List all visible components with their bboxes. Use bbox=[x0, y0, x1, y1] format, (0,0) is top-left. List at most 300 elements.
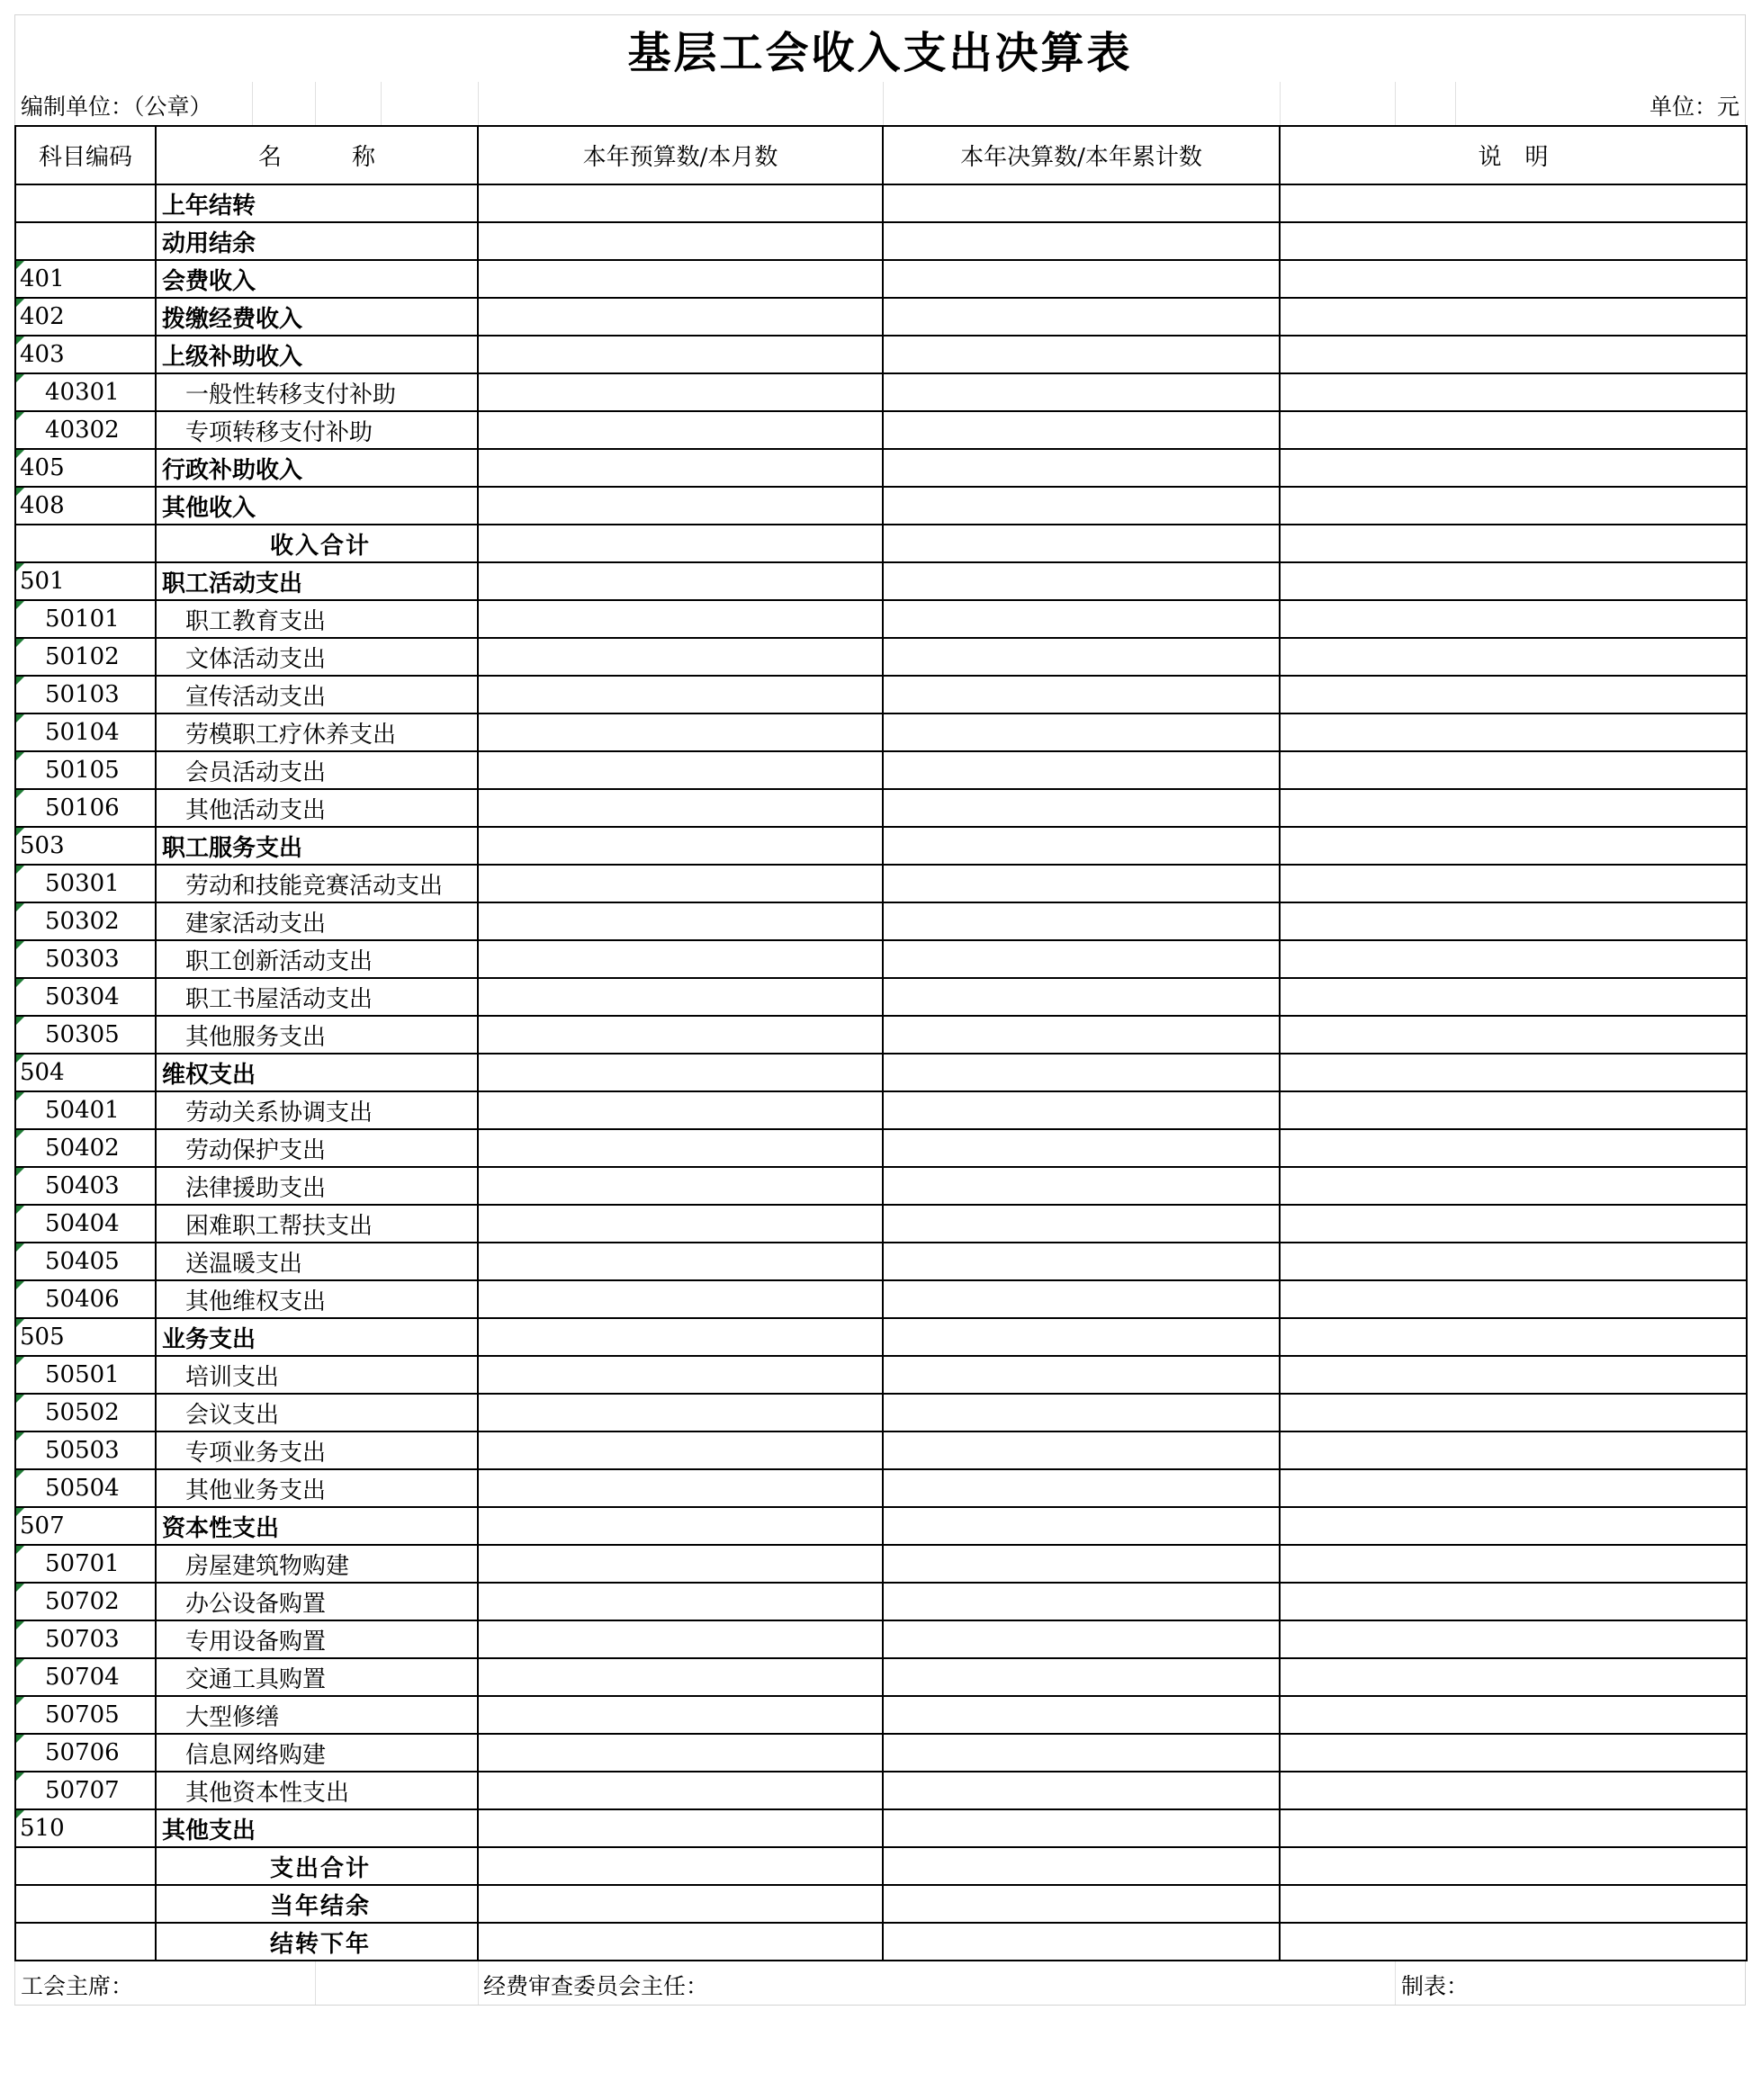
account-code-cell[interactable] bbox=[15, 1394, 156, 1431]
budget-value-cell[interactable] bbox=[478, 1394, 883, 1431]
notes-cell[interactable] bbox=[1280, 902, 1747, 940]
account-code: 50304 bbox=[45, 983, 120, 1010]
text-number-indicator-icon bbox=[16, 563, 24, 571]
account-name-cell[interactable]: 其他资本性支出 bbox=[156, 1772, 478, 1809]
account-code: 50405 bbox=[45, 1248, 120, 1275]
actual-value-cell[interactable] bbox=[883, 789, 1280, 827]
account-code-cell[interactable] bbox=[15, 1205, 156, 1243]
table-row bbox=[15, 1885, 1747, 1923]
budget-value-cell[interactable] bbox=[478, 638, 883, 676]
budget-value-cell[interactable] bbox=[478, 1885, 883, 1923]
account-code: 50101 bbox=[45, 606, 120, 633]
account-name-cell[interactable]: 法律援助支出 bbox=[156, 1167, 478, 1205]
account-code-cell[interactable] bbox=[15, 222, 156, 260]
budget-value-cell[interactable] bbox=[478, 827, 883, 865]
account-code-cell[interactable] bbox=[15, 638, 156, 676]
account-code-cell[interactable] bbox=[15, 449, 156, 487]
account-name-cell[interactable]: 劳动和技能竞赛活动支出 bbox=[156, 865, 478, 902]
budget-value-cell[interactable] bbox=[478, 789, 883, 827]
notes-cell[interactable] bbox=[1280, 1507, 1747, 1545]
budget-value-cell[interactable] bbox=[478, 1243, 883, 1280]
actual-value-cell[interactable] bbox=[883, 1847, 1280, 1885]
text-number-indicator-icon bbox=[16, 677, 24, 685]
chairman-signature-label: 工会主席： bbox=[21, 1973, 134, 1999]
account-code-cell[interactable] bbox=[15, 865, 156, 902]
account-code-cell[interactable] bbox=[15, 336, 156, 373]
account-name-cell[interactable]: 会员活动支出 bbox=[156, 751, 478, 789]
account-name-cell[interactable]: 支出合计 bbox=[156, 1847, 478, 1885]
actual-value-cell[interactable] bbox=[883, 1696, 1280, 1734]
notes-cell[interactable] bbox=[1280, 298, 1747, 336]
text-number-indicator-icon bbox=[16, 1395, 24, 1403]
notes-cell[interactable] bbox=[1280, 1205, 1747, 1243]
account-name-cell[interactable]: 行政补助收入 bbox=[156, 449, 478, 487]
notes-cell[interactable] bbox=[1280, 1431, 1747, 1469]
notes-cell[interactable] bbox=[1280, 487, 1747, 525]
account-name-cell[interactable]: 职工书屋活动支出 bbox=[156, 978, 478, 1016]
actual-value-cell[interactable] bbox=[883, 865, 1280, 902]
text-number-indicator-icon bbox=[16, 1319, 24, 1327]
notes-cell[interactable] bbox=[1280, 1129, 1747, 1167]
actual-value-cell[interactable] bbox=[883, 1923, 1280, 1961]
table-row bbox=[15, 1809, 1747, 1847]
table-row bbox=[15, 940, 1747, 978]
budget-value-cell[interactable] bbox=[478, 1205, 883, 1243]
notes-cell[interactable] bbox=[1280, 638, 1747, 676]
account-name-cell[interactable]: 职工服务支出 bbox=[156, 827, 478, 865]
account-code: 501 bbox=[20, 568, 65, 595]
account-code-cell[interactable] bbox=[15, 827, 156, 865]
actual-value-cell[interactable] bbox=[883, 1205, 1280, 1243]
notes-cell[interactable] bbox=[1280, 865, 1747, 902]
account-code-cell[interactable] bbox=[15, 1696, 156, 1734]
table-row bbox=[15, 1129, 1747, 1167]
budget-value-cell[interactable] bbox=[478, 1280, 883, 1318]
notes-cell[interactable] bbox=[1280, 373, 1747, 411]
report-title: 基层工会收入支出决算表 bbox=[627, 27, 1133, 78]
account-name-cell[interactable]: 专项业务支出 bbox=[156, 1431, 478, 1469]
table-row bbox=[15, 1243, 1747, 1280]
budget-value-cell[interactable] bbox=[478, 562, 883, 600]
account-code-cell[interactable] bbox=[15, 1318, 156, 1356]
table-row bbox=[15, 1469, 1747, 1507]
notes-cell[interactable] bbox=[1280, 562, 1747, 600]
table-row bbox=[15, 449, 1747, 487]
text-number-indicator-icon bbox=[16, 412, 24, 420]
account-code-cell[interactable] bbox=[15, 298, 156, 336]
notes-cell[interactable] bbox=[1280, 336, 1747, 373]
account-code-cell[interactable] bbox=[15, 1809, 156, 1847]
col-header-code: 科目编码 bbox=[15, 126, 156, 184]
account-name-cell[interactable]: 结转下年 bbox=[156, 1923, 478, 1961]
actual-value-cell[interactable] bbox=[883, 1243, 1280, 1280]
budget-value-cell[interactable] bbox=[478, 1054, 883, 1091]
account-name-cell[interactable]: 专项转移支付补助 bbox=[156, 411, 478, 449]
account-code-cell[interactable] bbox=[15, 1091, 156, 1129]
table-row bbox=[15, 1205, 1747, 1243]
account-code-cell[interactable] bbox=[15, 1280, 156, 1318]
account-code: 50105 bbox=[45, 757, 120, 784]
notes-cell[interactable] bbox=[1280, 1016, 1747, 1054]
text-number-indicator-icon bbox=[16, 1584, 24, 1592]
budget-value-cell[interactable] bbox=[478, 449, 883, 487]
account-name-cell[interactable]: 职工创新活动支出 bbox=[156, 940, 478, 978]
account-name-cell[interactable]: 上年结转 bbox=[156, 184, 478, 222]
notes-cell[interactable] bbox=[1280, 1696, 1747, 1734]
budget-value-cell[interactable] bbox=[478, 1734, 883, 1772]
actual-value-cell[interactable] bbox=[883, 336, 1280, 373]
table-row bbox=[15, 1167, 1747, 1205]
actual-value-cell[interactable] bbox=[883, 1016, 1280, 1054]
table-row bbox=[15, 827, 1747, 865]
budget-value-cell[interactable] bbox=[478, 1167, 883, 1205]
table-row bbox=[15, 1734, 1747, 1772]
table-row bbox=[15, 1318, 1747, 1356]
account-code: 50104 bbox=[45, 719, 120, 746]
actual-value-cell[interactable] bbox=[883, 260, 1280, 298]
budget-value-cell[interactable] bbox=[478, 373, 883, 411]
notes-cell[interactable] bbox=[1280, 260, 1747, 298]
account-code-cell[interactable] bbox=[15, 1772, 156, 1809]
account-name-cell[interactable]: 信息网络购建 bbox=[156, 1734, 478, 1772]
account-code-cell[interactable] bbox=[15, 1016, 156, 1054]
budget-value-cell[interactable] bbox=[478, 1431, 883, 1469]
actual-value-cell[interactable] bbox=[883, 1318, 1280, 1356]
account-code-cell[interactable] bbox=[15, 487, 156, 525]
notes-cell[interactable] bbox=[1280, 751, 1747, 789]
account-code-cell[interactable] bbox=[15, 1507, 156, 1545]
budget-value-cell[interactable] bbox=[478, 298, 883, 336]
actual-value-cell[interactable] bbox=[883, 1772, 1280, 1809]
notes-cell[interactable] bbox=[1280, 1091, 1747, 1129]
actual-value-cell[interactable] bbox=[883, 1394, 1280, 1431]
preparer-signature-label: 制表： bbox=[1401, 1973, 1470, 1999]
budget-value-cell[interactable] bbox=[478, 1772, 883, 1809]
notes-cell[interactable] bbox=[1280, 789, 1747, 827]
budget-value-cell[interactable] bbox=[478, 600, 883, 638]
notes-cell[interactable] bbox=[1280, 676, 1747, 713]
actual-value-cell[interactable] bbox=[883, 184, 1280, 222]
actual-value-cell[interactable] bbox=[883, 562, 1280, 600]
account-name-cell[interactable]: 其他维权支出 bbox=[156, 1280, 478, 1318]
table-row bbox=[15, 1772, 1747, 1809]
budget-value-cell[interactable] bbox=[478, 1318, 883, 1356]
actual-value-cell[interactable] bbox=[883, 525, 1280, 562]
notes-cell[interactable] bbox=[1280, 1243, 1747, 1280]
actual-value-cell[interactable] bbox=[883, 411, 1280, 449]
account-code-cell[interactable] bbox=[15, 1167, 156, 1205]
account-code-cell[interactable] bbox=[15, 751, 156, 789]
actual-value-cell[interactable] bbox=[883, 1658, 1280, 1696]
account-name-cell[interactable]: 交通工具购置 bbox=[156, 1658, 478, 1696]
account-code-cell[interactable] bbox=[15, 1923, 156, 1961]
account-code-cell[interactable] bbox=[15, 713, 156, 751]
budget-value-cell[interactable] bbox=[478, 1658, 883, 1696]
text-number-indicator-icon bbox=[16, 1772, 24, 1781]
budget-value-cell[interactable] bbox=[478, 1016, 883, 1054]
actual-value-cell[interactable] bbox=[883, 1469, 1280, 1507]
budget-value-cell[interactable] bbox=[478, 487, 883, 525]
actual-value-cell[interactable] bbox=[883, 487, 1280, 525]
notes-cell[interactable] bbox=[1280, 1923, 1747, 1961]
account-name-cell[interactable]: 宣传活动支出 bbox=[156, 676, 478, 713]
account-code-cell[interactable] bbox=[15, 1356, 156, 1394]
notes-cell[interactable] bbox=[1280, 1054, 1747, 1091]
budget-value-cell[interactable] bbox=[478, 260, 883, 298]
table-row bbox=[15, 751, 1747, 789]
actual-value-cell[interactable] bbox=[883, 827, 1280, 865]
table-row bbox=[15, 1054, 1747, 1091]
notes-cell[interactable] bbox=[1280, 184, 1747, 222]
account-code: 50706 bbox=[45, 1739, 120, 1766]
actual-value-cell[interactable] bbox=[883, 713, 1280, 751]
account-code: 50502 bbox=[45, 1399, 120, 1426]
account-name-cell[interactable]: 一般性转移支付补助 bbox=[156, 373, 478, 411]
account-name-cell[interactable]: 其他业务支出 bbox=[156, 1469, 478, 1507]
notes-cell[interactable] bbox=[1280, 1620, 1747, 1658]
account-name-cell[interactable]: 职工教育支出 bbox=[156, 600, 478, 638]
notes-cell[interactable] bbox=[1280, 1847, 1747, 1885]
text-number-indicator-icon bbox=[16, 1546, 24, 1554]
account-name-cell[interactable]: 专用设备购置 bbox=[156, 1620, 478, 1658]
account-code-cell[interactable] bbox=[15, 562, 156, 600]
account-name-cell[interactable]: 办公设备购置 bbox=[156, 1583, 478, 1620]
account-code: 50305 bbox=[45, 1021, 120, 1048]
actual-value-cell[interactable] bbox=[883, 638, 1280, 676]
account-name-cell[interactable]: 当年结余 bbox=[156, 1885, 478, 1923]
notes-cell[interactable] bbox=[1280, 1469, 1747, 1507]
actual-value-cell[interactable] bbox=[883, 1809, 1280, 1847]
table-row bbox=[15, 336, 1747, 373]
actual-value-cell[interactable] bbox=[883, 1583, 1280, 1620]
account-name-cell[interactable]: 其他收入 bbox=[156, 487, 478, 525]
account-code: 50103 bbox=[45, 681, 120, 708]
account-code-cell[interactable] bbox=[15, 1885, 156, 1923]
budget-value-cell[interactable] bbox=[478, 865, 883, 902]
account-name-cell[interactable]: 动用结余 bbox=[156, 222, 478, 260]
actual-value-cell[interactable] bbox=[883, 1129, 1280, 1167]
budget-value-cell[interactable] bbox=[478, 1507, 883, 1545]
actual-value-cell[interactable] bbox=[883, 751, 1280, 789]
notes-cell[interactable] bbox=[1280, 1545, 1747, 1583]
budget-value-cell[interactable] bbox=[478, 1129, 883, 1167]
account-name-cell[interactable]: 文体活动支出 bbox=[156, 638, 478, 676]
account-name-cell[interactable]: 其他支出 bbox=[156, 1809, 478, 1847]
account-code-cell[interactable] bbox=[15, 1243, 156, 1280]
account-code: 50701 bbox=[45, 1550, 120, 1577]
notes-cell[interactable] bbox=[1280, 1394, 1747, 1431]
notes-cell[interactable] bbox=[1280, 1772, 1747, 1809]
notes-cell[interactable] bbox=[1280, 1734, 1747, 1772]
table-row bbox=[15, 1016, 1747, 1054]
budget-value-cell[interactable] bbox=[478, 1809, 883, 1847]
text-number-indicator-icon bbox=[16, 1092, 24, 1100]
actual-value-cell[interactable] bbox=[883, 1431, 1280, 1469]
col-header-notes: 说 明 bbox=[1280, 126, 1747, 184]
notes-cell[interactable] bbox=[1280, 713, 1747, 751]
notes-cell[interactable] bbox=[1280, 600, 1747, 638]
table-row bbox=[15, 1280, 1747, 1318]
account-code-cell[interactable] bbox=[15, 411, 156, 449]
notes-cell[interactable] bbox=[1280, 978, 1747, 1016]
account-name-cell[interactable]: 资本性支出 bbox=[156, 1507, 478, 1545]
budget-value-cell[interactable] bbox=[478, 525, 883, 562]
account-code-cell[interactable] bbox=[15, 1734, 156, 1772]
notes-cell[interactable] bbox=[1280, 1658, 1747, 1696]
text-number-indicator-icon bbox=[16, 1357, 24, 1365]
budget-value-cell[interactable] bbox=[478, 1091, 883, 1129]
account-code-cell[interactable] bbox=[15, 789, 156, 827]
budget-value-cell[interactable] bbox=[478, 713, 883, 751]
actual-value-cell[interactable] bbox=[883, 222, 1280, 260]
actual-value-cell[interactable] bbox=[883, 1620, 1280, 1658]
header-row bbox=[15, 126, 1747, 184]
budget-value-cell[interactable] bbox=[478, 1545, 883, 1583]
account-name-cell[interactable]: 劳动保护支出 bbox=[156, 1129, 478, 1167]
table-row bbox=[15, 865, 1747, 902]
account-code: 507 bbox=[20, 1512, 65, 1539]
account-code-cell[interactable] bbox=[15, 1054, 156, 1091]
actual-value-cell[interactable] bbox=[883, 1356, 1280, 1394]
budget-value-cell[interactable] bbox=[478, 1469, 883, 1507]
account-name-cell[interactable]: 其他服务支出 bbox=[156, 1016, 478, 1054]
budget-value-cell[interactable] bbox=[478, 1847, 883, 1885]
account-name-cell[interactable]: 大型修缮 bbox=[156, 1696, 478, 1734]
account-code: 403 bbox=[20, 341, 65, 368]
budget-value-cell[interactable] bbox=[478, 184, 883, 222]
account-name-cell[interactable]: 收入合计 bbox=[156, 525, 478, 562]
actual-value-cell[interactable] bbox=[883, 600, 1280, 638]
actual-value-cell[interactable] bbox=[883, 1885, 1280, 1923]
notes-cell[interactable] bbox=[1280, 1885, 1747, 1923]
text-number-indicator-icon bbox=[16, 1470, 24, 1478]
account-code-cell[interactable] bbox=[15, 184, 156, 222]
account-name-cell[interactable]: 会议支出 bbox=[156, 1394, 478, 1431]
budget-table bbox=[14, 125, 1748, 1961]
account-code-cell[interactable] bbox=[15, 525, 156, 562]
notes-cell[interactable] bbox=[1280, 449, 1747, 487]
account-name-cell[interactable]: 业务支出 bbox=[156, 1318, 478, 1356]
account-name-cell[interactable]: 拨缴经费收入 bbox=[156, 298, 478, 336]
account-code-cell[interactable] bbox=[15, 902, 156, 940]
budget-value-cell[interactable] bbox=[478, 336, 883, 373]
budget-value-cell[interactable] bbox=[478, 1696, 883, 1734]
account-code: 50401 bbox=[45, 1097, 120, 1124]
budget-value-cell[interactable] bbox=[478, 676, 883, 713]
account-code: 50707 bbox=[45, 1777, 120, 1804]
account-code: 50302 bbox=[45, 908, 120, 935]
notes-cell[interactable] bbox=[1280, 1280, 1747, 1318]
account-name-cell[interactable]: 上级补助收入 bbox=[156, 336, 478, 373]
actual-value-cell[interactable] bbox=[883, 373, 1280, 411]
account-name-cell[interactable]: 送温暖支出 bbox=[156, 1243, 478, 1280]
account-name-cell[interactable]: 房屋建筑物购建 bbox=[156, 1545, 478, 1583]
text-number-indicator-icon bbox=[16, 1659, 24, 1667]
actual-value-cell[interactable] bbox=[883, 1091, 1280, 1129]
account-name-cell[interactable]: 培训支出 bbox=[156, 1356, 478, 1394]
account-code-cell[interactable] bbox=[15, 1583, 156, 1620]
budget-value-cell[interactable] bbox=[478, 1356, 883, 1394]
notes-cell[interactable] bbox=[1280, 1583, 1747, 1620]
budget-value-cell[interactable] bbox=[478, 1923, 883, 1961]
account-name-cell[interactable]: 困难职工帮扶支出 bbox=[156, 1205, 478, 1243]
actual-value-cell[interactable] bbox=[883, 1734, 1280, 1772]
actual-value-cell[interactable] bbox=[883, 1167, 1280, 1205]
table-row bbox=[15, 525, 1747, 562]
actual-value-cell[interactable] bbox=[883, 1545, 1280, 1583]
notes-cell[interactable] bbox=[1280, 1318, 1747, 1356]
account-code-cell[interactable] bbox=[15, 1129, 156, 1167]
account-code-cell[interactable] bbox=[15, 1658, 156, 1696]
text-number-indicator-icon bbox=[16, 1168, 24, 1176]
actual-value-cell[interactable] bbox=[883, 1507, 1280, 1545]
account-code-cell[interactable] bbox=[15, 940, 156, 978]
actual-value-cell[interactable] bbox=[883, 676, 1280, 713]
notes-cell[interactable] bbox=[1280, 1356, 1747, 1394]
budget-value-cell[interactable] bbox=[478, 751, 883, 789]
budget-value-cell[interactable] bbox=[478, 1583, 883, 1620]
notes-cell[interactable] bbox=[1280, 222, 1747, 260]
actual-value-cell[interactable] bbox=[883, 298, 1280, 336]
table-row bbox=[15, 298, 1747, 336]
budget-value-cell[interactable] bbox=[478, 978, 883, 1016]
actual-value-cell[interactable] bbox=[883, 978, 1280, 1016]
text-number-indicator-icon bbox=[16, 1621, 24, 1629]
account-code-cell[interactable] bbox=[15, 1469, 156, 1507]
notes-cell[interactable] bbox=[1280, 525, 1747, 562]
notes-cell[interactable] bbox=[1280, 827, 1747, 865]
account-code-cell[interactable] bbox=[15, 978, 156, 1016]
text-number-indicator-icon bbox=[16, 1243, 24, 1252]
budget-value-cell[interactable] bbox=[478, 222, 883, 260]
account-name-cell[interactable]: 其他活动支出 bbox=[156, 789, 478, 827]
account-code-cell[interactable] bbox=[15, 1545, 156, 1583]
actual-value-cell[interactable] bbox=[883, 1054, 1280, 1091]
table-row bbox=[15, 1923, 1747, 1961]
account-code-cell[interactable] bbox=[15, 676, 156, 713]
notes-cell[interactable] bbox=[1280, 1167, 1747, 1205]
budget-value-cell[interactable] bbox=[478, 940, 883, 978]
account-name-cell[interactable]: 劳模职工疗休养支出 bbox=[156, 713, 478, 751]
notes-cell[interactable] bbox=[1280, 940, 1747, 978]
account-name-cell[interactable]: 维权支出 bbox=[156, 1054, 478, 1091]
table-row bbox=[15, 600, 1747, 638]
account-code: 50301 bbox=[45, 870, 120, 897]
account-code-cell[interactable] bbox=[15, 1620, 156, 1658]
budget-value-cell[interactable] bbox=[478, 902, 883, 940]
actual-value-cell[interactable] bbox=[883, 940, 1280, 978]
notes-cell[interactable] bbox=[1280, 1809, 1747, 1847]
actual-value-cell[interactable] bbox=[883, 449, 1280, 487]
budget-value-cell[interactable] bbox=[478, 411, 883, 449]
budget-value-cell[interactable] bbox=[478, 1620, 883, 1658]
account-code-cell[interactable] bbox=[15, 600, 156, 638]
account-name-cell[interactable]: 职工活动支出 bbox=[156, 562, 478, 600]
account-name-cell[interactable]: 会费收入 bbox=[156, 260, 478, 298]
account-name-cell[interactable]: 建家活动支出 bbox=[156, 902, 478, 940]
account-code: 50406 bbox=[45, 1286, 120, 1313]
account-code-cell[interactable] bbox=[15, 260, 156, 298]
account-name-cell[interactable]: 劳动关系协调支出 bbox=[156, 1091, 478, 1129]
actual-value-cell[interactable] bbox=[883, 1280, 1280, 1318]
text-number-indicator-icon bbox=[16, 299, 24, 307]
account-code: 510 bbox=[20, 1815, 65, 1842]
actual-value-cell[interactable] bbox=[883, 902, 1280, 940]
account-code-cell[interactable] bbox=[15, 373, 156, 411]
notes-cell[interactable] bbox=[1280, 411, 1747, 449]
account-code-cell[interactable] bbox=[15, 1847, 156, 1885]
account-code-cell[interactable] bbox=[15, 1431, 156, 1469]
